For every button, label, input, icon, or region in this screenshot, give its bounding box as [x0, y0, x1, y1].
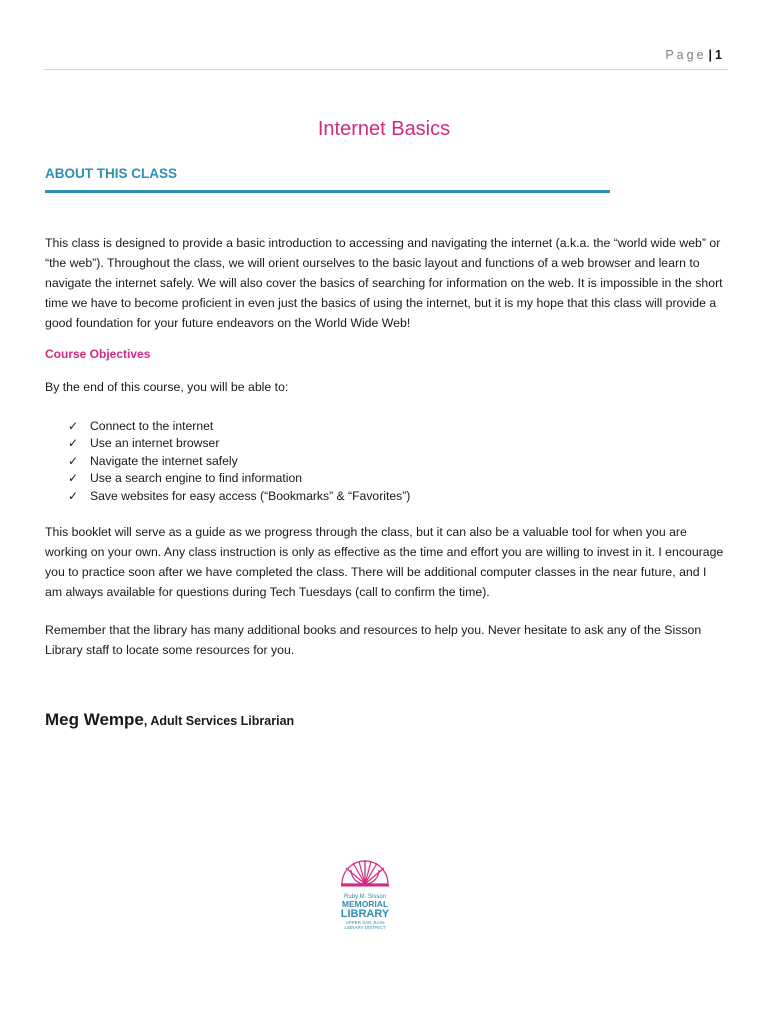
- list-item: [68, 470, 410, 487]
- objectives-list: [68, 418, 410, 505]
- page-separator: |: [708, 48, 713, 62]
- library-paragraph: Remember that the library has many additional books and resources to help you. Never hesitate to ask any of the Sisson Library staff to locate some resources for you.: [45, 623, 702, 657]
- checkmark-icon: ✓: [68, 436, 79, 451]
- page-number-label: [665, 48, 722, 62]
- logo-line-3: LIBRARY: [340, 907, 390, 920]
- list-item: [68, 488, 410, 505]
- objectives-intro: By the end of this course, you will be able to:: [45, 380, 289, 394]
- logo-line-1: Ruby M. Sisson: [343, 894, 386, 900]
- document-title: Internet Basics: [317, 118, 451, 140]
- list-item: [68, 435, 410, 452]
- logo-line-4a: UPPER SAN JUAN: [345, 919, 385, 925]
- objective-text: Connect to the internet: [90, 419, 214, 433]
- list-item: [68, 418, 410, 435]
- intro-paragraph: This class is designed to provide a basic introduction to accessing and navigating the internet (a.k.a. the “world wide web” or “the web”). Throughout the class, we will orient ourselves to the basic layout and functions of a web browser and learn to navigate the internet safely. We will also cover the basics of searching for information on the web. It is impossible in the short time we have to become proficient in even just the basics of using the internet, but it is my hope that this class will provide a good foundation for your future endeavors on the World Wide Web!: [45, 236, 723, 330]
- checkmark-icon: ✓: [68, 488, 79, 503]
- booklet-paragraph: This booklet will serve as a guide as we progress through the class, but it can also be a valuable tool for when you are working on your own. Any class instruction is only as effective as the time and effort you are willing to invest in it. I encourage you to practice soon after we have completed the class. There will be additional computer classes in the near future, and I am always available for questions during Tech Tuesdays (call to confirm the time).: [45, 525, 724, 599]
- page-label: Page: [665, 48, 707, 62]
- checkmark-icon: ✓: [68, 453, 79, 468]
- logo-line-4b: LIBRARY DISTRICT: [344, 925, 386, 930]
- header-rule: [44, 69, 728, 70]
- section-rule: [45, 190, 610, 193]
- signature: [45, 710, 294, 730]
- objective-text: Save websites for easy access (“Bookmarks” & “Favorites”): [90, 488, 411, 503]
- library-logo: [336, 854, 394, 930]
- section-heading: ABOUT THIS CLASS: [45, 166, 178, 181]
- logo-line-2: MEMORIAL: [341, 899, 389, 909]
- checkmark-icon: ✓: [68, 419, 79, 433]
- objectives-heading: Course Objectives: [45, 347, 151, 361]
- checkmark-icon: ✓: [68, 471, 79, 486]
- objective-text: Navigate the internet safely: [90, 453, 238, 468]
- objective-text: Use an internet browser: [90, 436, 220, 451]
- list-item: [68, 453, 410, 470]
- author-name: Meg Wempe: [45, 710, 144, 729]
- author-role: , Adult Services Librarian: [143, 714, 295, 728]
- objective-text: Use a search engine to find information: [90, 471, 303, 486]
- open-book-icon: [336, 854, 394, 888]
- page-number: 1: [715, 48, 722, 62]
